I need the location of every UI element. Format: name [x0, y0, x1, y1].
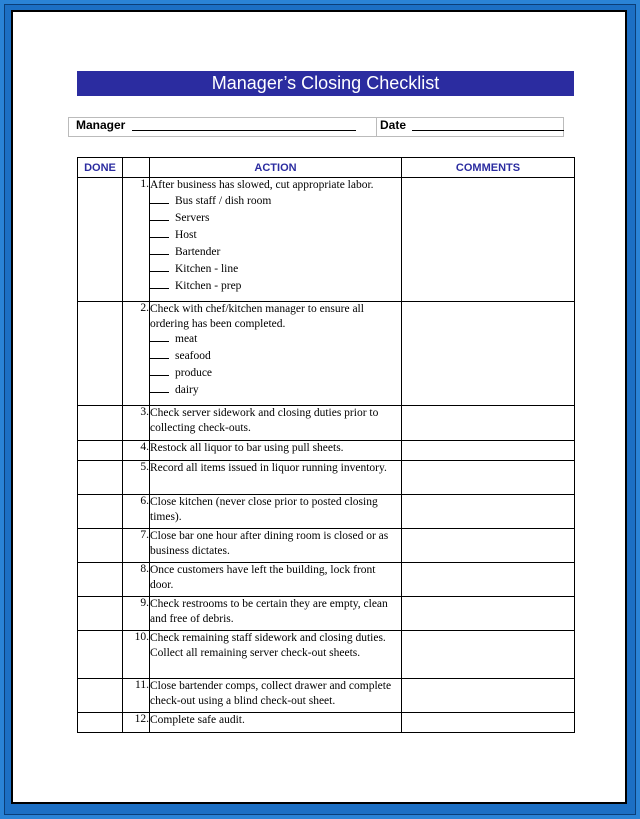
date-label: Date — [380, 118, 407, 132]
sub-item-blank[interactable] — [150, 210, 169, 221]
sub-item-blank[interactable] — [150, 382, 169, 393]
comments-cell[interactable] — [402, 713, 575, 733]
sub-item-blank[interactable] — [150, 278, 169, 289]
title-bar — [77, 71, 574, 96]
sub-item — [150, 227, 401, 244]
action-cell — [150, 302, 402, 406]
done-checkbox-cell[interactable] — [78, 597, 123, 631]
page-title: Manager’s Closing Checklist — [211, 73, 440, 93]
action-cell — [150, 631, 402, 679]
done-checkbox-cell[interactable] — [78, 302, 123, 406]
sub-item — [150, 331, 401, 348]
action-cell — [150, 406, 402, 441]
sub-item-label: produce — [175, 367, 213, 379]
item-number: 9. — [123, 597, 150, 631]
sub-item-blank[interactable] — [150, 227, 169, 238]
done-column-header: DONE — [78, 158, 123, 178]
done-checkbox-cell[interactable] — [78, 178, 123, 302]
done-checkbox-cell[interactable] — [78, 563, 123, 597]
sub-item — [150, 382, 401, 399]
number-column-header — [123, 158, 150, 178]
sub-item-blank[interactable] — [150, 193, 169, 204]
item-number: 1. — [123, 178, 150, 302]
item-number: 3. — [123, 406, 150, 441]
sub-item-blank[interactable] — [150, 365, 169, 376]
action-cell — [150, 441, 402, 461]
sub-item-label: Kitchen - prep — [175, 279, 242, 292]
checklist-row — [78, 495, 575, 529]
item-number: 6. — [123, 495, 150, 529]
sub-item-blank[interactable] — [150, 261, 169, 272]
item-number: 2. — [123, 302, 150, 406]
sub-item-label: seafood — [175, 350, 211, 362]
checklist-row — [78, 406, 575, 441]
item-number: 5. — [123, 461, 150, 495]
sub-item-label: Kitchen - line — [175, 262, 239, 275]
checklist-row — [78, 529, 575, 563]
action-text: Close bar one hour after dining room is closed or as business dictates. — [150, 530, 389, 557]
comments-cell[interactable] — [402, 441, 575, 461]
checklist-body — [78, 178, 575, 733]
checklist-row — [78, 679, 575, 713]
checklist-row — [78, 597, 575, 631]
sub-item-label: meat — [175, 333, 198, 345]
action-text: Check remaining staff sidework and closing duties. Collect all remaining server check-out sheets. — [150, 632, 386, 659]
action-cell — [150, 563, 402, 597]
checklist-row — [78, 441, 575, 461]
sub-item-label: Bartender — [175, 245, 221, 258]
item-number: 10. — [123, 631, 150, 679]
done-checkbox-cell[interactable] — [78, 631, 123, 679]
sub-item-label: Bus staff / dish room — [175, 194, 272, 207]
sub-item — [150, 244, 401, 261]
action-cell — [150, 679, 402, 713]
action-cell — [150, 495, 402, 529]
action-cell — [150, 713, 402, 733]
sub-item-label: dairy — [175, 384, 199, 396]
done-checkbox-cell[interactable] — [78, 713, 123, 733]
manager-label: Manager — [76, 118, 126, 132]
action-cell — [150, 597, 402, 631]
done-checkbox-cell[interactable] — [78, 529, 123, 563]
sub-item-blank[interactable] — [150, 244, 169, 255]
sub-item — [150, 278, 401, 295]
date-field[interactable] — [412, 130, 564, 131]
action-text: Check restrooms to be certain they are empty, clean and free of debris. — [150, 598, 388, 625]
comments-column-header: COMMENTS — [402, 158, 575, 178]
sub-item — [150, 348, 401, 365]
done-checkbox-cell[interactable] — [78, 406, 123, 441]
action-text: Check with chef/kitchen manager to ensure all ordering has been completed. — [150, 303, 364, 330]
item-number: 12. — [123, 713, 150, 733]
checklist-row — [78, 302, 575, 406]
table-header-row — [78, 158, 575, 178]
action-column-header: ACTION — [150, 158, 402, 178]
checklist-row — [78, 563, 575, 597]
comments-cell[interactable] — [402, 529, 575, 563]
sub-item-blank[interactable] — [150, 348, 169, 359]
action-cell — [150, 461, 402, 495]
comments-cell[interactable] — [402, 563, 575, 597]
manager-field[interactable] — [132, 130, 356, 131]
done-checkbox-cell[interactable] — [78, 461, 123, 495]
action-text: Close bartender comps, collect drawer and complete check-out using a blind check-out sheet. — [150, 680, 392, 707]
comments-cell[interactable] — [402, 406, 575, 441]
checklist-table — [77, 157, 575, 733]
sub-item — [150, 193, 401, 210]
sub-item — [150, 261, 401, 278]
sub-item-label: Servers — [175, 211, 210, 224]
manager-date-row — [68, 117, 564, 137]
item-number: 4. — [123, 441, 150, 461]
action-text: Complete safe audit. — [150, 714, 245, 726]
action-text: After business has slowed, cut appropriate labor. — [150, 179, 374, 191]
comments-cell[interactable] — [402, 461, 575, 495]
info-divider — [376, 117, 377, 137]
action-cell — [150, 529, 402, 563]
done-checkbox-cell[interactable] — [78, 441, 123, 461]
checklist-row — [78, 713, 575, 733]
comments-cell[interactable] — [402, 495, 575, 529]
checklist-row — [78, 178, 575, 302]
sub-item-blank[interactable] — [150, 331, 169, 342]
sub-item-label: Host — [175, 228, 197, 241]
action-text: Close kitchen (never close prior to posted closing times). — [150, 496, 378, 523]
item-number: 8. — [123, 563, 150, 597]
action-text: Check server sidework and closing duties prior to collecting check-outs. — [150, 407, 379, 434]
action-cell — [150, 178, 402, 302]
comments-cell[interactable] — [402, 302, 575, 406]
item-number: 7. — [123, 529, 150, 563]
sub-item — [150, 210, 401, 227]
comments-cell[interactable] — [402, 597, 575, 631]
comments-cell[interactable] — [402, 631, 575, 679]
action-text: Restock all liquor to bar using pull sheets. — [150, 442, 344, 454]
action-text: Record all items issued in liquor running inventory. — [150, 462, 387, 474]
checklist-row — [78, 631, 575, 679]
comments-cell[interactable] — [402, 679, 575, 713]
done-checkbox-cell[interactable] — [78, 679, 123, 713]
checklist-row — [78, 461, 575, 495]
item-number: 11. — [123, 679, 150, 713]
action-text: Once customers have left the building, lock front door. — [150, 564, 376, 591]
sub-item — [150, 365, 401, 382]
done-checkbox-cell[interactable] — [78, 495, 123, 529]
comments-cell[interactable] — [402, 178, 575, 302]
